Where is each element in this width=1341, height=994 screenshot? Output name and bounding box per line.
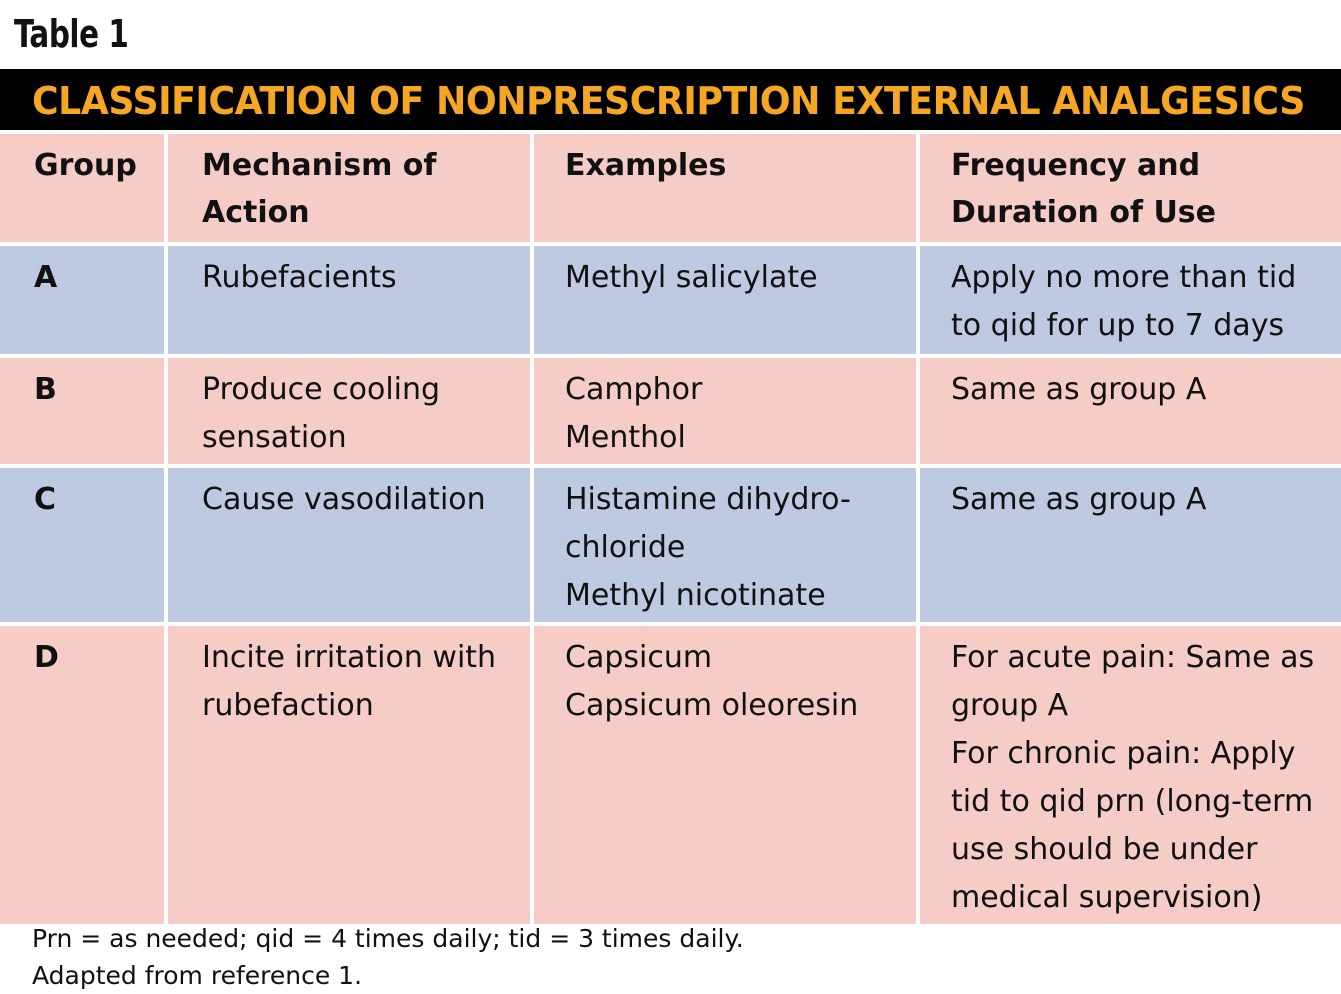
row-b-group bbox=[0, 358, 164, 464]
row-a-mechanism bbox=[168, 246, 530, 354]
row-d-group bbox=[0, 626, 164, 924]
example-line: Capsicum oleoresin bbox=[565, 688, 859, 723]
table-label: Table 1 bbox=[14, 12, 129, 56]
footnotes bbox=[32, 920, 744, 994]
table-title: CLASSIFICATION OF NONPRESCRIPTION EXTERNAL ANALGESICS bbox=[32, 79, 1305, 123]
header-group bbox=[0, 134, 164, 242]
header-mechanism-line: Mechanism of bbox=[202, 148, 437, 183]
row-b-examples bbox=[534, 358, 916, 464]
frequency-line: Same as group A bbox=[951, 372, 1207, 407]
header-frequency bbox=[920, 134, 1341, 242]
group-label: A bbox=[34, 260, 58, 295]
frequency-line: For acute pain: Same as bbox=[951, 640, 1315, 675]
group-label: C bbox=[34, 482, 57, 517]
mechanism-line: Rubefacients bbox=[202, 260, 397, 295]
mechanism-line: Cause vasodilation bbox=[202, 482, 486, 517]
row-a-examples bbox=[534, 246, 916, 354]
row-c-frequency bbox=[920, 468, 1341, 622]
row-a-group bbox=[0, 246, 164, 354]
mechanism-line: Incite irritation with bbox=[202, 640, 497, 675]
example-line: chloride bbox=[565, 530, 686, 565]
footnote-abbreviations: Prn = as needed; qid = 4 times daily; tid = 3 times daily. bbox=[32, 924, 744, 953]
header-mechanism bbox=[168, 134, 530, 242]
frequency-line: Apply no more than tid bbox=[951, 260, 1297, 295]
header-examples-text: Examples bbox=[565, 148, 727, 183]
row-b-mechanism bbox=[168, 358, 530, 464]
group-label: D bbox=[34, 640, 59, 675]
row-d-examples bbox=[534, 626, 916, 924]
mechanism-line: Produce cooling bbox=[202, 372, 441, 407]
row-a-frequency bbox=[920, 246, 1341, 354]
frequency-line: group A bbox=[951, 688, 1069, 723]
mechanism-line: rubefaction bbox=[202, 688, 374, 723]
analgesics-table bbox=[0, 130, 1341, 924]
mechanism-line: sensation bbox=[202, 420, 347, 455]
header-frequency-line: Frequency and bbox=[951, 148, 1201, 183]
row-c-examples bbox=[534, 468, 916, 622]
example-line: Methyl nicotinate bbox=[565, 578, 826, 613]
frequency-line: tid to qid prn (long-term bbox=[951, 784, 1314, 819]
row-c-mechanism bbox=[168, 468, 530, 622]
example-line: Menthol bbox=[565, 420, 686, 455]
frequency-line: to qid for up to 7 days bbox=[951, 308, 1285, 343]
header-frequency-line: Duration of Use bbox=[951, 195, 1217, 230]
row-c-group bbox=[0, 468, 164, 622]
frequency-line: use should be under bbox=[951, 832, 1258, 867]
frequency-line: medical supervision) bbox=[951, 880, 1263, 915]
example-line: Capsicum bbox=[565, 640, 713, 675]
example-line: Histamine dihydro- bbox=[565, 482, 851, 517]
frequency-line: For chronic pain: Apply bbox=[951, 736, 1296, 771]
title-bar bbox=[0, 69, 1341, 130]
header-examples bbox=[534, 134, 916, 242]
example-line: Camphor bbox=[565, 372, 703, 407]
row-b-frequency bbox=[920, 358, 1341, 464]
example-line: Methyl salicylate bbox=[565, 260, 818, 295]
header-group-text: Group bbox=[34, 148, 137, 183]
group-label: B bbox=[34, 372, 57, 407]
header-mechanism-line: Action bbox=[202, 195, 310, 230]
footnote-source: Adapted from reference 1. bbox=[32, 961, 363, 990]
row-d-mechanism bbox=[168, 626, 530, 924]
frequency-line: Same as group A bbox=[951, 482, 1207, 517]
row-d-frequency bbox=[920, 626, 1341, 924]
